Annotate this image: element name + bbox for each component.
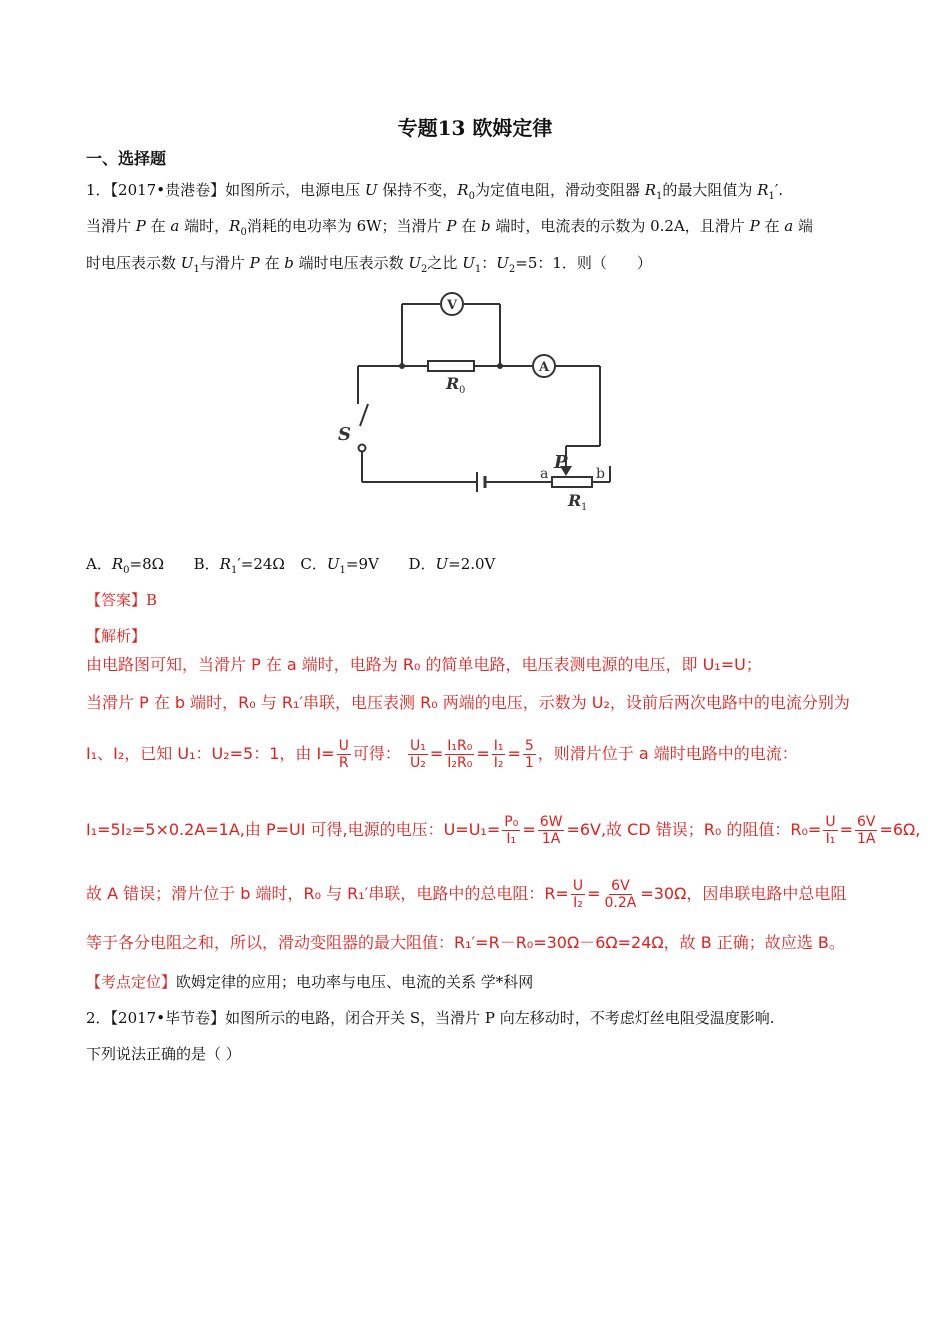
question-2-line-1: 2．【2017•毕节卷】如图所示的电路，闭合开关 S，当滑片 P 向左移动时，不考虑灯丝电阻受温度影响. — [86, 1009, 775, 1027]
slider-label: P — [554, 452, 568, 473]
end-b-label: b — [596, 466, 605, 482]
ammeter-icon — [533, 355, 555, 377]
battery-icon — [477, 472, 485, 492]
circuit-diagram — [330, 286, 622, 516]
switch-icon — [359, 445, 366, 452]
rheostat-r1 — [552, 477, 592, 487]
svg-text:V: V — [446, 298, 458, 313]
r0-label: R — [446, 374, 460, 393]
resistor-r0 — [428, 361, 474, 371]
option-c[interactable]: C．$U_1=9V$ — [300, 555, 379, 576]
answer-line: 【答案】B — [86, 591, 158, 609]
r1-label: R — [568, 491, 582, 510]
question-1-line-1: 1．【2017•贵港卷】如图所示，电源电压 U 保持不变，$R_0$为定值电阻，滑动变阻器 $R_1$的最大阻值为 $R_1'$. — [86, 181, 784, 202]
svg-text:A: A — [538, 360, 550, 375]
question-1-line-3: 时电压表示数 $U_1$与滑片 P 在 b 端时电压表示数 $U_2$之比 $U_1$：$U_2=5$：1．则（ ） — [86, 254, 652, 275]
option-b[interactable]: B．$R_1'=24\Omega$ — [193, 555, 285, 576]
analysis-line-3: I₁、I₂，已知 U₁：U₂=5：1，由 I= $\frac{U}{R}$ 可得： $\frac{\text{U₁}}{\text{U₂}}$ = $\frac{\text{I₁R₀}}{\text{I₂R₀}}$ = $\frac{\text{I₁}}{\text{I₂}}$ = $\frac{5}{1}$ ，则滑片位于 a 端时电路中的电流： — [86, 738, 798, 771]
kaodian-line: 【考点定位】欧姆定律的应用；电功率与电压、电流的关系 学*科网 — [86, 973, 534, 991]
answer-value: B — [146, 591, 158, 609]
analysis-line-1: 由电路图可知，当滑片 P 在 a 端时，电路为 R₀ 的简单电路，电压表测电源的电压，即 U₁=U； — [86, 655, 762, 674]
analysis-line-2: 当滑片 P 在 b 端时，R₀ 与 R₁′串联，电压表测 R₀ 两端的电压，示数为 U₂，设前后两次电路中的电流分别为 — [86, 693, 850, 712]
question-2-line-2: 下列说法正确的是（ ） — [86, 1045, 241, 1063]
analysis-label: 【解析】 — [86, 627, 147, 645]
option-d[interactable]: D．U=2.0V — [408, 555, 496, 573]
analysis-line-6: 等于各分电阻之和，所以，滑动变阻器的最大阻值：R₁′=R－R₀=30Ω－6Ω=24Ω，故 B 正确；故应选 B。 — [86, 933, 845, 952]
option-a[interactable]: A．$R_0=8\Omega$ — [86, 555, 165, 576]
page-title: 专题13 欧姆定律 — [397, 116, 553, 140]
r1-subscript: 1 — [581, 502, 588, 513]
r0-subscript: 0 — [459, 385, 466, 396]
end-a-label: a — [540, 466, 549, 482]
switch-label: S — [338, 424, 351, 445]
section-heading: 一、选择题 — [86, 149, 167, 168]
analysis-line-5: 故 A 错误；滑片位于 b 端时，R₀ 与 R₁′串联，电路中的总电阻：R= $\frac{U}{\text{I₂}}$ = $\frac{6V}{0.2A}$ =30Ω，因串联电路中总电阻 — [86, 878, 847, 911]
analysis-line-4: I₁=5I₂=5×0.2A=1A,由 P=UI 可得,电源的电压：U=U₁= $\frac{\text{P₀}}{\text{I₁}}$ = $\frac{6W}{1A}$ =6V,故 CD 错误；R₀ 的阻值：R₀= $\frac{U}{\text{I₁}}$ = $\frac{6V}{1A}$ =6Ω, — [86, 814, 921, 847]
voltmeter-icon — [441, 293, 463, 315]
question-1-line-2: 当滑片 P 在 a 端时，$R_0$消耗的电功率为 6W；当滑片 P 在 b 端时，电流表的示数为 0.2A，且滑片 P 在 a 端 — [86, 217, 813, 238]
